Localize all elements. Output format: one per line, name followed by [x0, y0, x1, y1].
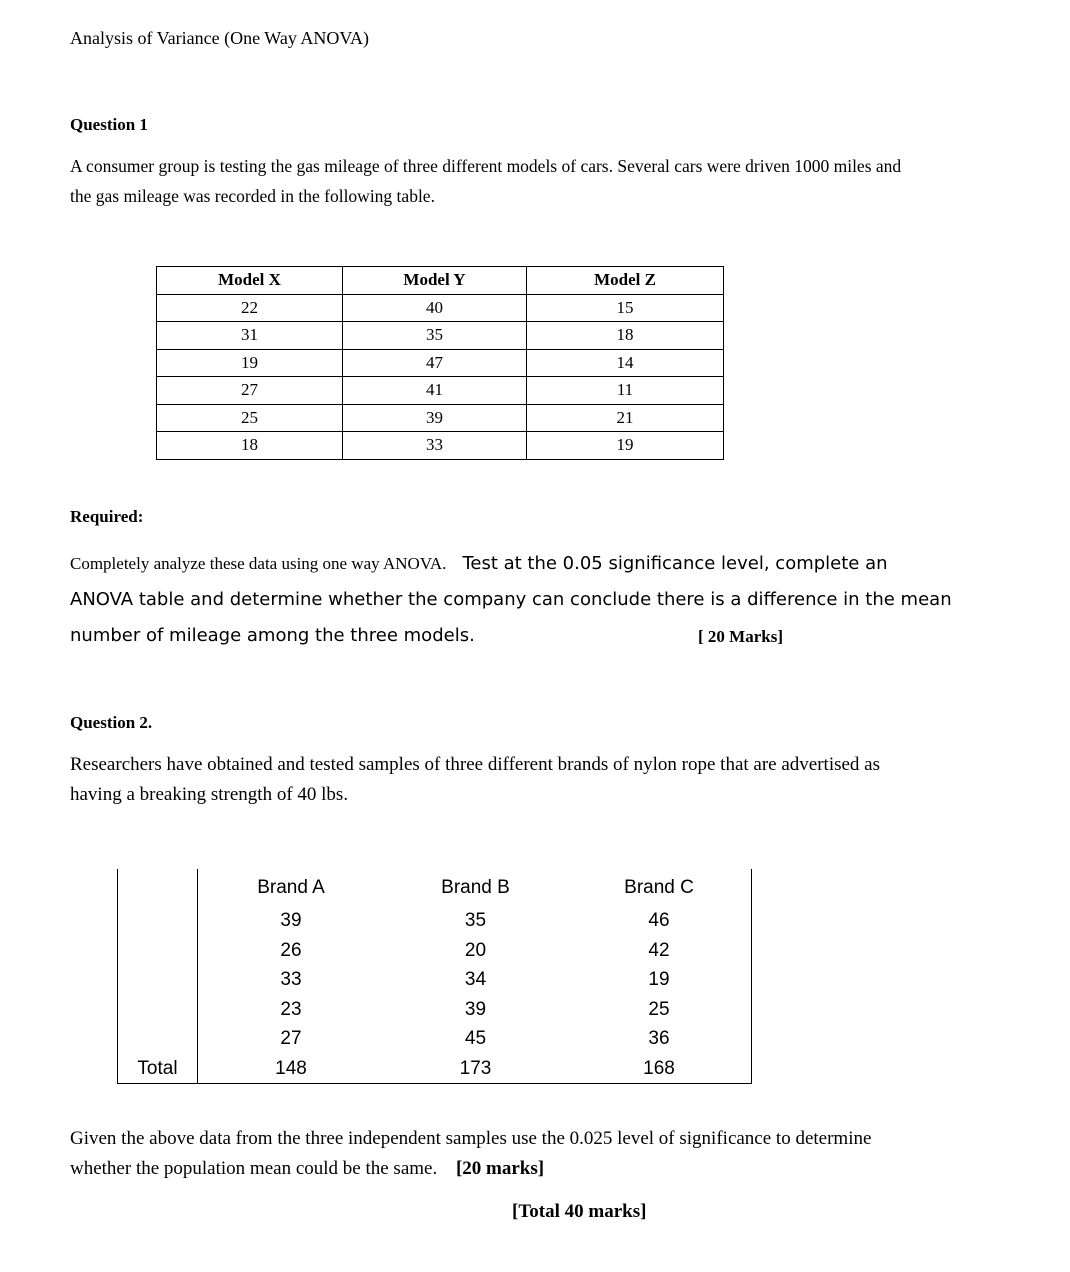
- question-2-closing-line-2: whether the population mean could be the same.: [70, 1158, 438, 1179]
- table-row: [118, 907, 752, 937]
- table-cell: [118, 907, 198, 937]
- table-total-row: [118, 1054, 752, 1084]
- table-cell: 18: [157, 432, 343, 460]
- question-1-heading: Question 1: [70, 115, 148, 134]
- table-cell: 41: [343, 377, 527, 405]
- table-row: [157, 377, 724, 405]
- total-marks: [Total 40 marks]: [512, 1201, 647, 1222]
- question-1-intro: [70, 151, 1010, 211]
- column-header-brand-c: Brand C: [567, 869, 752, 907]
- table-cell: 39: [464, 998, 487, 1020]
- question-2-marks: [20 marks]: [455, 1158, 545, 1179]
- table-row: [118, 1025, 752, 1055]
- table-cell: [118, 995, 198, 1025]
- table-cell: 31: [157, 322, 343, 350]
- question-2-closing-line-1: Given the above data from the three independent samples use the 0.025 level of significance to determine: [70, 1128, 872, 1149]
- mileage-table: [156, 266, 724, 460]
- table-cell: [118, 966, 198, 996]
- table-cell: [118, 1025, 198, 1055]
- required-line-3: number of mileage among the three models.: [70, 625, 475, 646]
- table-row: [157, 404, 724, 432]
- table-cell: 14: [527, 349, 724, 377]
- table-cell: 45: [464, 1028, 487, 1050]
- question-2-intro: [70, 750, 1010, 810]
- table-cell: 22: [157, 294, 343, 322]
- table-cell: 46: [567, 907, 752, 937]
- table-cell: 19: [157, 349, 343, 377]
- required-text: [70, 548, 1010, 656]
- table-cell: 26: [280, 939, 302, 961]
- table-row: [157, 294, 724, 322]
- table-cell: 35: [343, 322, 527, 350]
- table-header-row: [118, 869, 752, 907]
- total-brand-b: 173: [384, 1054, 567, 1084]
- table-cell: 34: [464, 969, 487, 991]
- table-cell: 23: [280, 998, 302, 1020]
- required-label: Required:: [70, 507, 144, 526]
- table-row: [157, 322, 724, 350]
- table-cell: 39: [343, 404, 527, 432]
- document-title: Analysis of Variance (One Way ANOVA): [70, 28, 369, 48]
- table-row: [118, 966, 752, 996]
- table-cell: 25: [157, 404, 343, 432]
- column-header-blank: [118, 869, 198, 907]
- required-line-2: ANOVA table and determine whether the company can conclude there is a difference in the mean: [70, 589, 952, 610]
- table-cell: 33: [343, 432, 527, 460]
- column-header-brand-a: Brand A: [257, 876, 325, 898]
- question-2-heading: Question 2.: [70, 713, 153, 732]
- table-cell: 33: [280, 969, 302, 991]
- question-2-intro-line-2: having a breaking strength of 40 lbs.: [70, 784, 349, 805]
- table-cell: 36: [567, 1025, 752, 1055]
- table-row: [118, 936, 752, 966]
- column-header-model-x: Model X: [157, 267, 343, 295]
- question-2-closing: [70, 1124, 1020, 1184]
- table-cell: 20: [464, 939, 487, 961]
- table-cell: 42: [567, 936, 752, 966]
- total-brand-c: 168: [567, 1054, 752, 1084]
- table-cell: 47: [343, 349, 527, 377]
- table-cell: [118, 936, 198, 966]
- table-row: [157, 432, 724, 460]
- table-cell: 39: [280, 910, 302, 932]
- table-cell: 18: [527, 322, 724, 350]
- total-label: Total: [118, 1054, 198, 1084]
- required-line-1a: Completely analyze these data using one way ANOVA.: [70, 554, 447, 573]
- column-header-model-y: Model Y: [343, 267, 527, 295]
- column-header-model-z: Model Z: [527, 267, 724, 295]
- question-1-intro-line-2: the gas mileage was recorded in the following table.: [70, 186, 435, 206]
- total-brand-a: 148: [198, 1054, 385, 1084]
- table-row: [118, 995, 752, 1025]
- table-cell: 40: [343, 294, 527, 322]
- table-cell: 15: [527, 294, 724, 322]
- table-cell: 21: [527, 404, 724, 432]
- table-cell: 19: [527, 432, 724, 460]
- rope-strength-table: [117, 869, 752, 1084]
- question-1-intro-line-1: A consumer group is testing the gas mileage of three different models of cars. Several cars were driven 1000 miles and: [70, 156, 902, 176]
- required-line-1b: Test at the 0.05 significance level, complete an: [462, 553, 888, 574]
- table-cell: 27: [157, 377, 343, 405]
- table-cell: 27: [280, 1028, 302, 1050]
- column-header-brand-b: Brand B: [441, 876, 510, 898]
- table-cell: 35: [464, 910, 487, 932]
- question-1-marks: [ 20 Marks]: [698, 627, 783, 646]
- table-cell: 19: [567, 966, 752, 996]
- table-cell: 25: [567, 995, 752, 1025]
- table-cell: 11: [527, 377, 724, 405]
- question-2-intro-line-1: Researchers have obtained and tested samples of three different brands of nylon rope that are advertised as: [70, 754, 881, 775]
- table-row: [157, 349, 724, 377]
